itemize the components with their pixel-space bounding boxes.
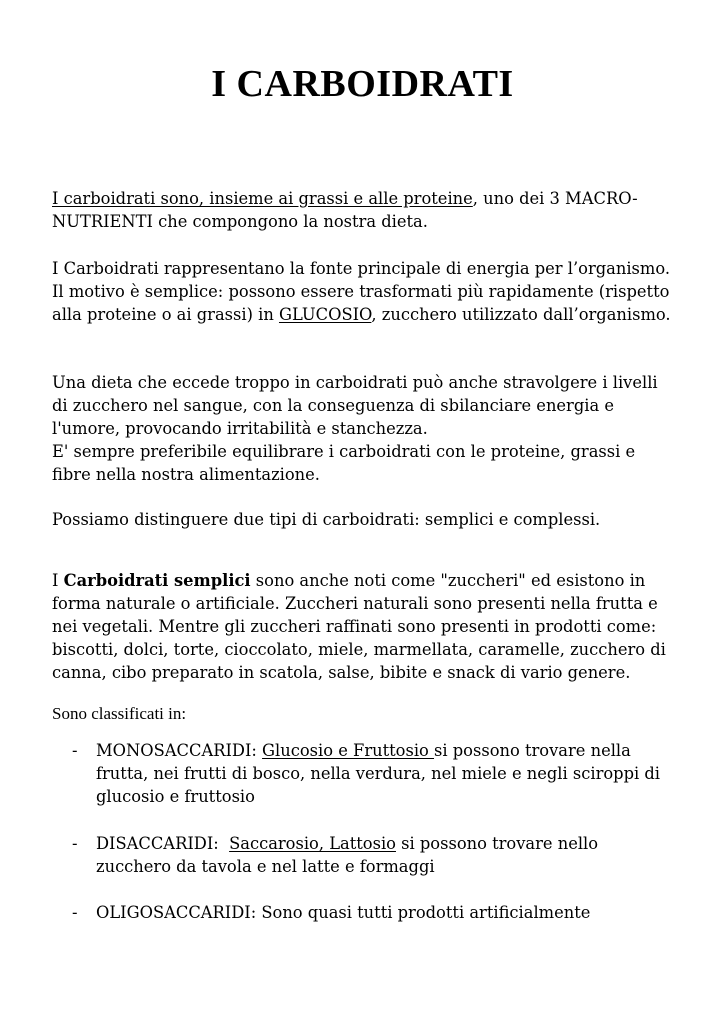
list-bullet: - bbox=[72, 834, 78, 853]
paragraph-text: , uno dei 3 MACRO-NUTRIENTI che compongono la nostra dieta. bbox=[52, 189, 638, 231]
list-item-text: si possono trovare nella frutta, nei frutti di bosco, nella verdura, nel miele e negli sciroppi di glucosio e fruttosio bbox=[96, 741, 661, 806]
list-item bbox=[52, 901, 677, 924]
list-bullet: - bbox=[72, 903, 78, 922]
paragraph-text: , zucchero utilizzato dall’organismo. bbox=[371, 305, 671, 324]
paragraph-simple-carbs bbox=[52, 569, 677, 684]
list-item bbox=[52, 832, 677, 878]
underlined-phrase: I carboidrati sono, insieme ai grassi e alle proteine bbox=[52, 189, 473, 208]
paragraph-text: I bbox=[52, 571, 64, 590]
paragraph-types: Possiamo distinguere due tipi di carboidrati: semplici e complessi. bbox=[52, 510, 601, 529]
list-bullet: - bbox=[72, 741, 78, 760]
list-item-underlined: Glucosio e Fruttosio bbox=[262, 741, 435, 760]
paragraph-energy bbox=[52, 257, 677, 326]
classified-label: Sono classificati in: bbox=[52, 704, 187, 723]
paragraph-diet-balance bbox=[52, 371, 677, 486]
list-item-prefix: OLIGOSACCARIDI: Sono quasi tutti prodotti artificialmente bbox=[96, 903, 591, 922]
page-title: I CARBOIDRATI bbox=[211, 63, 514, 105]
paragraph-macronutrients bbox=[52, 187, 677, 233]
list-item-underlined: Saccarosio, Lattosio bbox=[229, 834, 396, 853]
list-item-prefix: MONOSACCARIDI: bbox=[96, 741, 263, 760]
list-item-text: si possono trovare nello zucchero da tavola e nel latte e formaggi bbox=[96, 834, 599, 876]
list-item-prefix: DISACCARIDI: bbox=[96, 834, 230, 853]
paragraph-text: sono anche noti come "zuccheri" ed esistono in forma naturale o artificiale. Zuccheri naturali sono presenti nella frutta e nei vegetali. Mentre gli zuccheri raffinati sono presenti in prodotti come: biscotti, dolci, torte, cioccolato, miele, marmellata, caramelle, zucchero di canna, cibo preparato in scatola, salse, bibite e snack di vario genere. bbox=[52, 571, 666, 682]
list-item bbox=[52, 739, 677, 808]
bold-term: Carboidrati semplici bbox=[63, 571, 251, 590]
paragraph-text: Una dieta che eccede troppo in carboidrati può anche stravolgere i livelli di zucchero nel sangue, con la conseguenza di sbilanciare energia e l'umore, provocando irritabilità e stanchezza. bbox=[52, 373, 658, 438]
glucosio-term: GLUCOSIO bbox=[278, 305, 372, 324]
paragraph-text: E' sempre preferibile equilibrare i carboidrati con le proteine, grassi e fibre nella nostra alimentazione. bbox=[52, 442, 636, 484]
paragraph-text: I Carboidrati rappresentano la fonte principale di energia per l’organismo. Il motivo è semplice: possono essere trasformati più rapidamente (rispetto alla proteine o ai grassi) in bbox=[52, 259, 671, 324]
